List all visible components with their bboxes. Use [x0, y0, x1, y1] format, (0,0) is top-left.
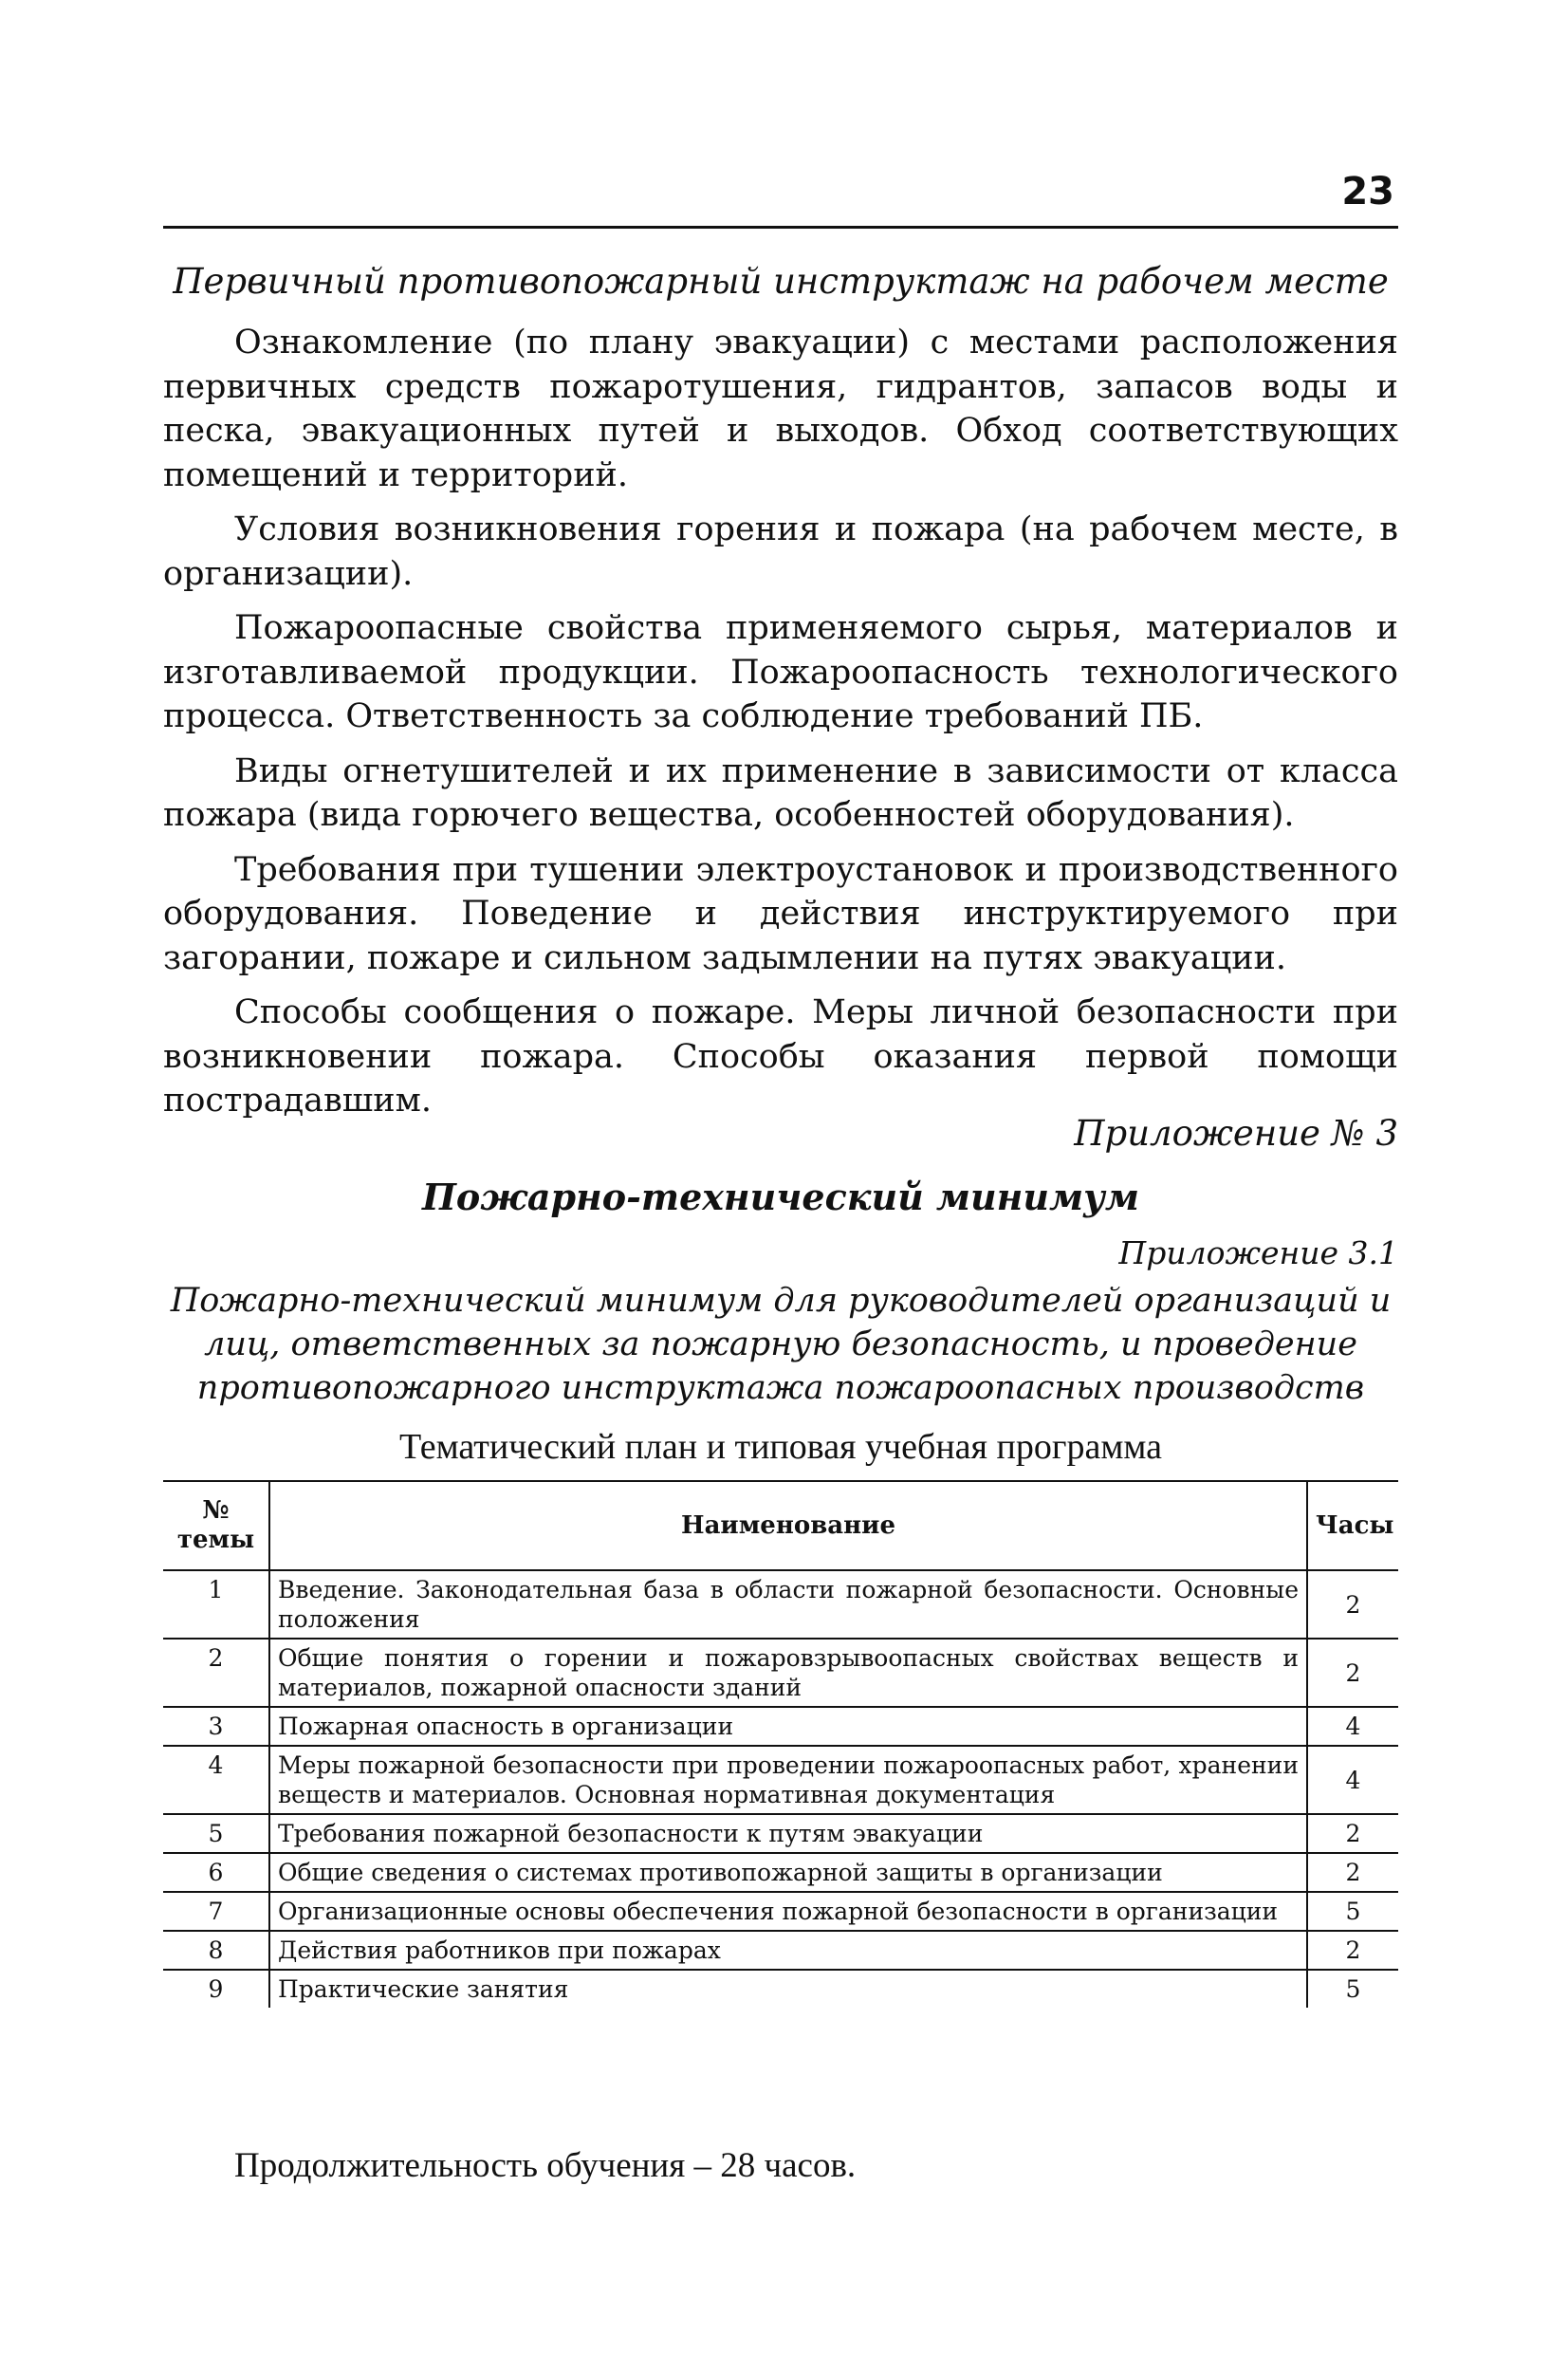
appendix-label: Приложение № 3: [1074, 1113, 1398, 1154]
topic-number: 2: [163, 1639, 269, 1707]
topic-number: 8: [163, 1931, 269, 1970]
subappendix-title: Пожарно-технический минимум для руководителей организаций и лиц, ответственных за пожарную безопасность, и проведение противопожарного инструктажа пожароопасных производств: [170, 1282, 1392, 1407]
appendix-title: Пожарно-технический минимум: [422, 1176, 1139, 1218]
header-name: Наименование: [269, 1481, 1307, 1570]
topic-number: 4: [163, 1746, 269, 1814]
topic-hours: 2: [1307, 1814, 1398, 1853]
topic-hours: 4: [1307, 1707, 1398, 1746]
topic-number: 5: [163, 1814, 269, 1853]
paragraph: Требования при тушении электроустановок и производственного оборудования. Поведение и действия инструктируемого при загорании, пожаре и сильном задымлении на путях эвакуации.: [163, 850, 1398, 977]
topic-number: 3: [163, 1707, 269, 1746]
paragraph: Ознакомление (по плану эвакуации) с местами расположения первичных средств пожаротушения, гидрантов, запасов воды и песка, эвакуационных путей и выходов. Обход соответствующих помещений и территорий.: [163, 324, 1398, 494]
topic-name: Требования пожарной безопасности к путям эвакуации: [269, 1814, 1307, 1853]
table-row: [163, 1707, 1398, 1746]
topic-number: 1: [163, 1570, 269, 1639]
topic-hours: 2: [1307, 1639, 1398, 1707]
topic-name: Пожарная опасность в организации: [269, 1707, 1307, 1746]
topic-name: Практические занятия: [269, 1970, 1307, 2008]
topic-name: Действия работников при пожарах: [269, 1931, 1307, 1970]
paragraph: Виды огнетушителей и их применение в зависимости от класса пожара (вида горючего вещества, особенностей оборудования).: [163, 751, 1398, 834]
table-row: [163, 1931, 1398, 1970]
topic-hours: 4: [1307, 1746, 1398, 1814]
plan-title: Тематический план и типовая учебная программа: [398, 1427, 1163, 1467]
table-row: [163, 1892, 1398, 1931]
topic-hours: 2: [1307, 1931, 1398, 1970]
body-text: [163, 321, 1398, 1134]
topic-name: Организационные основы обеспечения пожарной безопасности в организации: [269, 1892, 1307, 1931]
topic-hours: 5: [1307, 1970, 1398, 2008]
paragraph: Условия возникновения горения и пожара (на рабочем месте, в организации).: [163, 510, 1398, 593]
topic-hours: 5: [1307, 1892, 1398, 1931]
topic-hours: 2: [1307, 1853, 1398, 1892]
topic-name: Общие сведения о системах противопожарной защиты в организации: [269, 1853, 1307, 1892]
paragraph: Способы сообщения о пожаре. Меры личной безопасности при возникновении пожара. Способы оказания первой помощи пострадавшим.: [163, 993, 1398, 1120]
topic-number: 9: [163, 1970, 269, 2008]
table-row: [163, 1853, 1398, 1892]
topic-name: Меры пожарной безопасности при проведении пожароопасных работ, хранении веществ и материалов. Основная нормативная документация: [269, 1746, 1307, 1814]
curriculum-table: [163, 1480, 1398, 2008]
table-row: [163, 1570, 1398, 1639]
topic-name: Введение. Законодательная база в области пожарной безопасности. Основные положения: [269, 1570, 1307, 1639]
header-topic-number: № темы: [163, 1481, 269, 1570]
subappendix-label: Приложение 3.1: [1118, 1234, 1398, 1271]
table-row: [163, 1746, 1398, 1814]
topic-number: 7: [163, 1892, 269, 1931]
page-number: 23: [1341, 170, 1394, 213]
section-title: Первичный противопожарный инструктаж на рабочем месте: [173, 261, 1389, 302]
topic-number: 6: [163, 1853, 269, 1892]
table-row: [163, 1814, 1398, 1853]
table-row: [163, 1970, 1398, 2008]
header-hours: Часы: [1307, 1481, 1398, 1570]
training-duration: Продолжительность обучения – 28 часов.: [234, 2146, 857, 2185]
topic-name: Общие понятия о горении и пожаровзрывоопасных свойствах веществ и материалов, пожарной опасности зданий: [269, 1639, 1307, 1707]
table-row: [163, 1639, 1398, 1707]
top-rule: [163, 226, 1398, 229]
paragraph: Пожароопасные свойства применяемого сырья, материалов и изготавливаемой продукции. Пожароопасность технологического процесса. Ответственность за соблюдение требований ПБ.: [163, 609, 1398, 735]
table-header-row: [163, 1481, 1398, 1570]
topic-hours: 2: [1307, 1570, 1398, 1639]
